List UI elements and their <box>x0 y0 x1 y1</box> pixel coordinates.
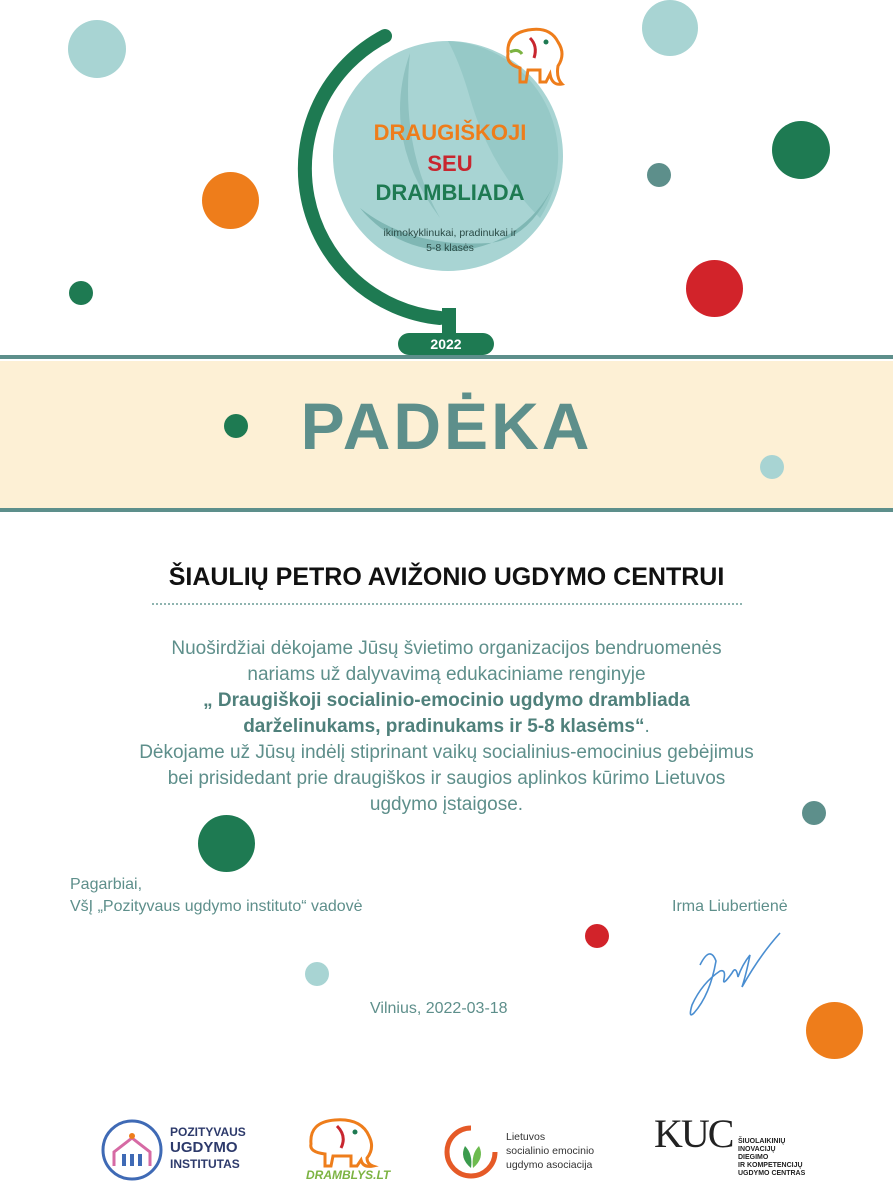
elephant-logo <box>500 24 570 92</box>
decor-dot <box>806 1002 863 1059</box>
kuc-line3: DIEGIMO <box>738 1154 769 1161</box>
lseua-line3: ugdymo asociacija <box>506 1159 593 1171</box>
body-line5: Dėkojame už Jūsų indėlį stiprinant vaikų socialinius-emocinius gebėjimus <box>139 742 754 763</box>
pui-line2: UGDYMO <box>170 1139 238 1156</box>
decor-dot <box>198 815 255 872</box>
title-line1: DRAUGIŠKOJI <box>373 120 527 145</box>
body-text <box>70 636 823 818</box>
recipient-underline <box>152 603 742 605</box>
kuc-line4: IR KOMPETENCIJŲ <box>738 1162 803 1169</box>
pui-line3: INSTITUTAS <box>170 1157 240 1171</box>
decor-dot <box>642 0 698 56</box>
year-badge: 2022 <box>398 333 494 355</box>
pui-logo-text <box>170 1124 246 1172</box>
dramblys-logo-text: DRAMBLYS.LT <box>306 1168 391 1182</box>
handwritten-signature <box>680 925 790 1020</box>
pui-logo-icon <box>100 1118 164 1182</box>
kuc-line1: ŠIUOLAIKINIŲ <box>738 1138 786 1145</box>
body-line6: bei prisidedant prie draugiškos ir saugios aplinkos kūrimo Lietuvos <box>167 768 726 789</box>
recipient-name: ŠIAULIŲ PETRO AVIŽONIO UGDYMO CENTRUI <box>168 563 725 591</box>
kuc-line2: INOVACIJŲ <box>738 1146 776 1153</box>
dramblys-logo-icon <box>303 1114 381 1170</box>
lseua-logo-icon <box>443 1124 499 1180</box>
event-name-end: . <box>644 716 650 737</box>
decor-dot <box>686 260 743 317</box>
decor-dot <box>202 172 259 229</box>
lseua-line2: socialinio emocinio <box>506 1145 595 1157</box>
kuc-line5: UGDYMO CENTRAS <box>738 1170 806 1177</box>
lseua-line1: Lietuvos <box>506 1131 546 1143</box>
decor-dot <box>305 962 329 986</box>
place-date: Vilnius, 2022-03-18 <box>370 1000 508 1017</box>
decor-dot <box>68 20 126 78</box>
signer-role: VšĮ „Pozityvaus ugdymo instituto“ vadovė <box>70 898 363 915</box>
subtitle <box>360 226 540 256</box>
regards-text: Pagarbiai, <box>70 876 143 893</box>
signer-name: Irma Liubertienė <box>672 898 788 915</box>
kuc-logo-mark: KUC <box>654 1111 733 1156</box>
event-name-line2: darželinukams, pradinukams ir 5-8 klasėms“ <box>243 716 645 737</box>
event-name-line2-wrap <box>70 714 823 740</box>
band-bottom-line <box>0 508 893 512</box>
decor-dot <box>69 281 93 305</box>
decor-dot <box>585 924 609 948</box>
subtitle-line2: 5-8 klasės <box>426 242 474 254</box>
band-top-line <box>0 355 893 359</box>
lseua-logo-text <box>506 1130 594 1172</box>
decor-dot <box>802 801 826 825</box>
body-line2: nariams už dalyvavimą edukaciniame renginyje <box>247 664 646 685</box>
pui-line1: POZITYVAUS <box>170 1125 246 1139</box>
event-name-line1: „ Draugiškoji socialinio-emocinio ugdymo drambliada <box>203 690 690 711</box>
title-line2: SEU <box>427 151 473 176</box>
subtitle-line1: ikimokyklinukai, pradinukai ir <box>383 227 517 239</box>
body-line7: ugdymo įstaigose. <box>369 794 524 815</box>
certificate-title: PADĖKA <box>300 389 593 463</box>
body-line1: Nuoširdžiai dėkojame Jūsų švietimo organizacijos bendruomenės <box>171 638 722 659</box>
title-line3: DRAMBLIADA <box>375 180 525 205</box>
decor-dot <box>772 121 830 179</box>
decor-dot <box>647 163 671 187</box>
kuc-logo-text <box>738 1138 805 1178</box>
